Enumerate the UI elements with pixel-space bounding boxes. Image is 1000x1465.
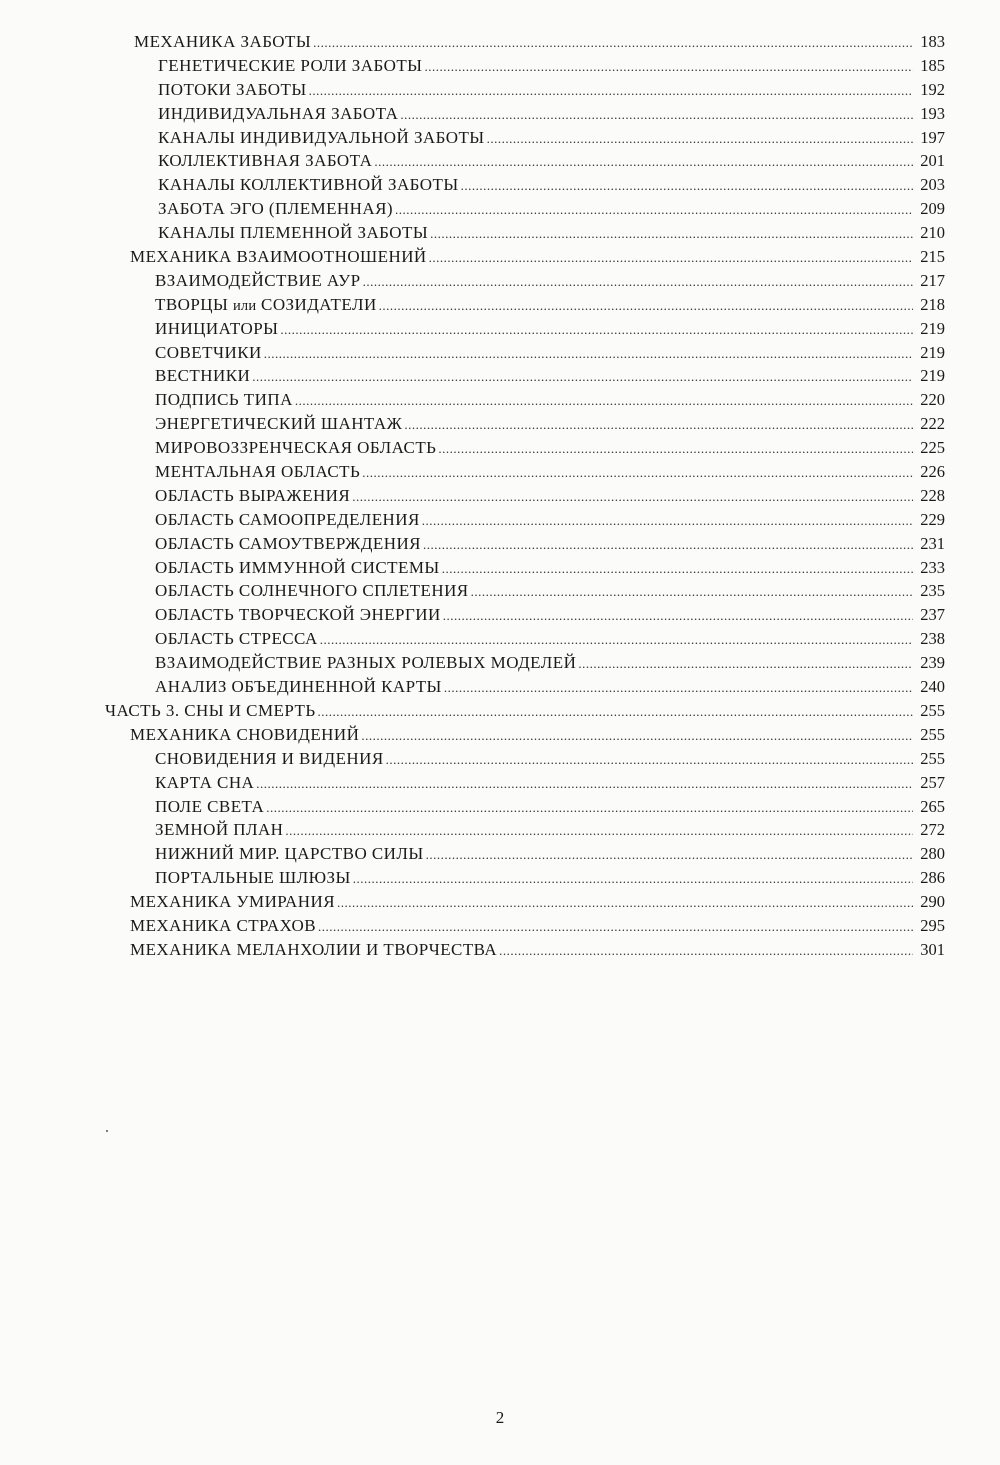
toc-entry-title: ИНДИВИДУАЛЬНАЯ ЗАБОТА <box>158 103 399 123</box>
toc-entry <box>155 866 945 890</box>
toc-entry <box>155 484 945 508</box>
toc-entry <box>158 149 945 173</box>
toc-entry <box>155 842 945 866</box>
toc-entry <box>130 723 945 747</box>
toc-entry-title: НИЖНИЙ МИР. ЦАРСТВО СИЛЫ <box>155 844 424 864</box>
dot-leader <box>395 198 913 222</box>
toc-entry-title: ПОРТАЛЬНЫЕ ШЛЮЗЫ <box>155 868 351 888</box>
dot-leader <box>423 533 913 557</box>
dot-leader <box>430 222 913 246</box>
toc-entry-title: МЕХАНИКА СТРАХОВ <box>130 915 316 935</box>
toc-entry-title: МЕНТАЛЬНАЯ ОБЛАСТЬ <box>155 462 361 482</box>
toc-entry-title: ОБЛАСТЬ ВЫРАЖЕНИЯ <box>155 485 351 505</box>
toc-entry <box>155 293 945 317</box>
toc-entry <box>155 627 945 651</box>
toc-entry <box>155 388 945 412</box>
toc-entry <box>158 102 945 126</box>
toc-entry-title: КАНАЛЫ КОЛЛЕКТИВНОЙ ЗАБОТЫ <box>158 175 459 195</box>
toc-entry-page: 185 <box>920 55 945 75</box>
toc-entry-page: 231 <box>920 533 945 553</box>
toc-entry <box>155 675 945 699</box>
toc-entry-page: 222 <box>920 414 945 434</box>
toc-entry-page: 235 <box>920 581 945 601</box>
dot-leader <box>424 55 913 79</box>
dot-leader <box>264 342 913 366</box>
toc-entry-page: 239 <box>920 653 945 673</box>
dot-leader <box>379 294 913 318</box>
toc-entry-page: 225 <box>920 438 945 458</box>
dot-leader <box>352 485 913 509</box>
toc-entry-title: ЗЕМНОЙ ПЛАН <box>155 820 284 840</box>
toc-entry-page: 255 <box>920 748 945 768</box>
toc-entry-title: ОБЛАСТЬ САМООПРЕДЕЛЕНИЯ <box>155 509 420 529</box>
toc-entry-title: ЧАСТЬ 3. СНЫ И СМЕРТЬ <box>105 700 316 720</box>
toc-entry <box>155 532 945 556</box>
dot-leader <box>461 174 913 198</box>
toc-entry <box>155 747 945 771</box>
dot-leader <box>318 915 913 939</box>
toc-entry-page: 226 <box>920 462 945 482</box>
toc-entry-title: СОВЕТЧИКИ <box>155 342 262 362</box>
toc-entry-page: 219 <box>920 318 945 338</box>
toc-entry <box>158 54 945 78</box>
toc-entry-page: 257 <box>920 772 945 792</box>
toc-entry <box>130 890 945 914</box>
toc-entry <box>155 818 945 842</box>
toc-entry-title: ВЕСТНИКИ <box>155 366 251 386</box>
toc-entry <box>155 579 945 603</box>
dot-leader <box>487 127 913 151</box>
toc-entry <box>155 508 945 532</box>
toc-entry <box>155 269 945 293</box>
toc-entry-title: ОБЛАСТЬ ИММУННОЙ СИСТЕМЫ <box>155 557 440 577</box>
toc-entry-page: 229 <box>920 509 945 529</box>
toc-entry <box>155 460 945 484</box>
toc-entry-title: МЕХАНИКА СНОВИДЕНИЙ <box>130 724 360 744</box>
toc-entry-title: МЕХАНИКА УМИРАНИЯ <box>130 892 336 912</box>
toc-entry-title: ОБЛАСТЬ САМОУТВЕРЖДЕНИЯ <box>155 533 421 553</box>
dot-leader <box>363 270 913 294</box>
toc-entry-page: 192 <box>920 79 945 99</box>
dot-leader <box>362 461 913 485</box>
dot-leader <box>313 31 913 55</box>
toc-entry-title: ОБЛАСТЬ СТРЕССА <box>155 629 318 649</box>
toc-entry <box>158 221 945 245</box>
toc-entry <box>155 412 945 436</box>
toc-entry-title: ПОДПИСЬ ТИПА <box>155 390 293 410</box>
toc-entry-title: ПОТОКИ ЗАБОТЫ <box>158 79 307 99</box>
toc-entry-page: 240 <box>920 677 945 697</box>
toc-entry-page: 197 <box>920 127 945 147</box>
toc-entry-page: 215 <box>920 247 945 267</box>
toc-entry <box>155 317 945 341</box>
dot-leader <box>361 724 913 748</box>
dot-leader <box>422 509 913 533</box>
toc-entry-page: 301 <box>920 939 945 959</box>
dot-leader <box>256 772 913 796</box>
toc-entry <box>155 771 945 795</box>
dot-leader <box>499 939 913 963</box>
toc-entry-page: 217 <box>920 270 945 290</box>
dot-leader <box>337 891 913 915</box>
toc-entry <box>130 914 945 938</box>
dot-leader <box>374 150 913 174</box>
toc-entry-title <box>155 293 379 319</box>
dot-leader <box>442 557 913 581</box>
dot-leader <box>578 652 913 676</box>
toc-entry-title: ИНИЦИАТОРЫ <box>155 318 279 338</box>
dot-leader <box>400 103 913 127</box>
dot-leader <box>426 843 913 867</box>
dot-leader <box>438 437 913 461</box>
toc-entry <box>155 436 945 460</box>
toc-entry-page: 286 <box>920 868 945 888</box>
toc-entry-page: 255 <box>920 724 945 744</box>
toc-entry-page: 203 <box>920 175 945 195</box>
toc-entry <box>158 126 945 150</box>
toc-entry-title: ВЗАИМОДЕЙСТВИЕ АУР <box>155 270 361 290</box>
dot-leader <box>386 748 913 772</box>
toc-entry <box>155 603 945 627</box>
dot-leader <box>320 628 913 652</box>
toc-entry-page: 265 <box>920 796 945 816</box>
dot-leader <box>285 819 913 843</box>
toc-entry <box>158 173 945 197</box>
toc-entry-title: КАНАЛЫ ИНДИВИДУАЛЬНОЙ ЗАБОТЫ <box>158 127 485 147</box>
toc-entry-page: 237 <box>920 605 945 625</box>
dot-leader <box>252 365 913 389</box>
dot-leader <box>471 580 913 604</box>
toc-entry-title-part: ТВОРЦЫ <box>155 294 233 314</box>
toc-entry-title: МИРОВОЗЗРЕНЧЕСКАЯ ОБЛАСТЬ <box>155 438 437 458</box>
toc-entry-title: КОЛЛЕКТИВНАЯ ЗАБОТА <box>158 151 373 171</box>
toc-entry-title: КАРТА СНА <box>155 772 255 792</box>
dot-leader <box>444 676 913 700</box>
toc-entry <box>155 795 945 819</box>
toc-entry <box>105 699 945 723</box>
toc-entry <box>130 938 945 962</box>
dot-leader <box>318 700 913 724</box>
toc-entry-title: КАНАЛЫ ПЛЕМЕННОЙ ЗАБОТЫ <box>158 223 429 243</box>
dot-leader <box>429 246 913 270</box>
toc-entry-title: ОБЛАСТЬ ТВОРЧЕСКОЙ ЭНЕРГИИ <box>155 605 441 625</box>
toc-entry-title: АНАЛИЗ ОБЪЕДИНЕННОЙ КАРТЫ <box>155 677 442 697</box>
toc-entry-page: 272 <box>920 820 945 840</box>
dot-leader <box>353 867 913 891</box>
toc-entry-page: 201 <box>920 151 945 171</box>
toc-entry-title: ОБЛАСТЬ СОЛНЕЧНОГО СПЛЕТЕНИЯ <box>155 581 469 601</box>
toc-entry-title: МЕХАНИКА ЗАБОТЫ <box>134 32 312 51</box>
toc-entry-page: 233 <box>920 557 945 577</box>
dot-leader <box>280 318 913 342</box>
toc-entry <box>155 341 945 365</box>
toc-entry <box>155 364 945 388</box>
toc-entry-page: 183 <box>920 32 945 51</box>
toc-entry-page: 280 <box>920 844 945 864</box>
page-number: 2 <box>495 1408 505 1427</box>
toc-entry-page: 209 <box>920 199 945 219</box>
toc-entry-page: 220 <box>920 390 945 410</box>
toc-entry-title: СНОВИДЕНИЯ И ВИДЕНИЯ <box>155 748 384 768</box>
scan-speck <box>106 1130 108 1132</box>
toc-entry-title: ВЗАИМОДЕЙСТВИЕ РАЗНЫХ РОЛЕВЫХ МОДЕЛЕЙ <box>155 653 577 673</box>
toc-entry-page: 210 <box>920 223 945 243</box>
toc-entry-page: 238 <box>920 629 945 649</box>
toc-entry <box>158 78 945 102</box>
toc-entry <box>158 197 945 221</box>
toc-entry-title: ГЕНЕТИЧЕСКИЕ РОЛИ ЗАБОТЫ <box>158 55 423 75</box>
toc-entry-title: МЕХАНИКА ВЗАИМООТНОШЕНИЙ <box>130 247 427 267</box>
toc-entry-title-part: или <box>232 297 257 314</box>
toc-entry-title: МЕХАНИКА МЕЛАНХОЛИИ И ТВОРЧЕСТВА <box>130 939 498 959</box>
toc-entry-page: 290 <box>920 892 945 912</box>
table-of-contents <box>0 30 1000 962</box>
toc-entry <box>134 30 945 54</box>
toc-entry-page: 193 <box>920 103 945 123</box>
toc-entry <box>155 556 945 580</box>
toc-entry <box>155 651 945 675</box>
toc-entry-title: ЗАБОТА ЭГО (ПЛЕМЕННАЯ) <box>158 199 394 219</box>
dot-leader <box>266 796 913 820</box>
toc-entry-title-part: СОЗИДАТЕЛИ <box>256 294 377 314</box>
dot-leader <box>295 389 913 413</box>
toc-entry-page: 228 <box>920 485 945 505</box>
toc-entry-title: ЭНЕРГЕТИЧЕСКИЙ ШАНТАЖ <box>155 414 403 434</box>
toc-entry-page: 219 <box>920 366 945 386</box>
toc-entry-page: 295 <box>920 915 945 935</box>
toc-entry <box>130 245 945 269</box>
toc-entry-page: 219 <box>920 342 945 362</box>
toc-entry-title: ПОЛЕ СВЕТА <box>155 796 265 816</box>
toc-entry-page: 218 <box>920 294 945 314</box>
dot-leader <box>404 413 913 437</box>
toc-entry-page: 255 <box>920 700 945 720</box>
dot-leader <box>309 79 913 103</box>
dot-leader <box>443 604 913 628</box>
